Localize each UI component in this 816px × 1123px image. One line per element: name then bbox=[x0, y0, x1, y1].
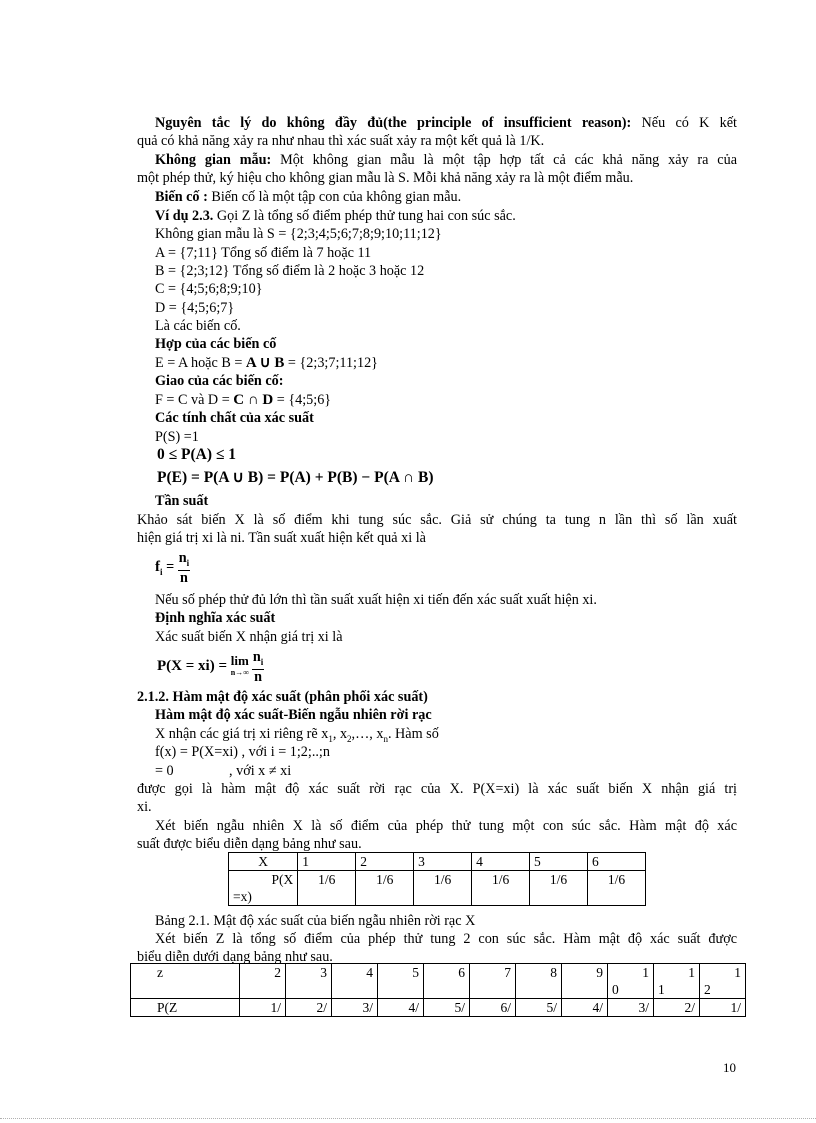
cell-digit-a: 1 bbox=[734, 965, 741, 980]
page-bottom-divider bbox=[0, 1118, 816, 1119]
definition-text: Xác suất biến X nhận giá trị xi là bbox=[155, 629, 343, 645]
fraction-numerator: n bbox=[178, 550, 187, 566]
values-m1: , x bbox=[332, 726, 348, 742]
table-cell: 4 bbox=[332, 964, 378, 999]
formula-lhs-sub: i bbox=[160, 567, 163, 578]
pmf-zero: = 0 bbox=[155, 763, 174, 779]
table-cell: 1/6 bbox=[298, 871, 356, 906]
dice-sum-example-line1: Xét biến Z là tổng số điểm của phép thử tung 2 con súc sắc. Hàm mật độ xác suất được bbox=[155, 931, 737, 947]
cell-digit-a: 1 bbox=[688, 965, 695, 980]
example-title: Ví dụ 2.3. bbox=[155, 208, 214, 224]
table-cell: 1/6 bbox=[414, 871, 472, 906]
table-cell: 6/ bbox=[470, 999, 516, 1017]
frequency-title: Tần suất bbox=[155, 493, 209, 509]
table-row bbox=[229, 853, 646, 871]
set-c: C = {4;5;6;8;9;10} bbox=[155, 281, 263, 297]
union-math: A ∪ B bbox=[245, 355, 285, 371]
dice-sum-example-line2: biểu diễn dưới dạng bảng như sau. bbox=[137, 949, 333, 965]
table-caption: Bảng 2.1. Mật độ xác suất của biến ngẫu nhiên rời rạc X bbox=[155, 913, 476, 929]
pmf-explanation-line1: được gọi là hàm mật độ xác suất rời rạc của X. P(X=xi) là xác suất biến X nhận giá trị bbox=[137, 781, 737, 797]
example-2-3 bbox=[155, 207, 516, 225]
formula-equals: = bbox=[162, 559, 178, 576]
pmf-definition-line1: f(x) = P(X=xi) , với i = 1;2;..;n bbox=[155, 744, 330, 760]
table-cell: 2/ bbox=[654, 999, 700, 1017]
def-numerator-sub: i bbox=[260, 656, 264, 667]
definition-fraction bbox=[252, 650, 264, 684]
dice-sum-pmf-table bbox=[130, 963, 746, 1017]
table-cell: 3 bbox=[414, 853, 472, 871]
frequency-formula bbox=[155, 551, 190, 587]
table-cell bbox=[654, 964, 700, 999]
table-cell: 7 bbox=[470, 964, 516, 999]
cell-digit-b: 1 bbox=[658, 982, 665, 997]
pmf-condition: , với x ≠ xi bbox=[229, 763, 292, 779]
values-m2: ,…, x bbox=[351, 726, 384, 742]
table-cell bbox=[608, 964, 654, 999]
intersection-title: Giao của các biến cố: bbox=[155, 373, 284, 389]
principle-title: Nguyên tắc lý do không đầy đủ(the principle of insufficient reason): bbox=[155, 115, 632, 131]
set-b: B = {2;3;12} Tổng số điểm là 2 hoặc 3 hoặc 12 bbox=[155, 263, 425, 279]
union-pre: E = A hoặc B = bbox=[155, 355, 246, 371]
table-cell: 1/ bbox=[700, 999, 746, 1017]
definition-title: Định nghĩa xác suất bbox=[155, 610, 276, 626]
probability-inequality: 0 ≤ P(A) ≤ 1 bbox=[157, 446, 236, 463]
cell-digit-a: 1 bbox=[642, 965, 649, 980]
table-row bbox=[131, 999, 746, 1017]
table-cell: z bbox=[131, 964, 240, 999]
table-cell: 4 bbox=[472, 853, 530, 871]
table-cell: P(Z bbox=[131, 999, 240, 1017]
table-cell bbox=[700, 964, 746, 999]
frequency-text-line2: hiện giá trị xi là ni. Tần suất xuất hiện kết quả xi là bbox=[137, 530, 426, 546]
table-cell: 9 bbox=[562, 964, 608, 999]
definition-formula bbox=[157, 650, 264, 684]
table-cell: 2 bbox=[356, 853, 414, 871]
principle-text-a: Nếu có K kết bbox=[631, 115, 737, 131]
union-post: = {2;3;7;11;12} bbox=[284, 355, 378, 371]
example-text: Gọi Z là tổng số điểm phép thử tung hai con súc sắc. bbox=[213, 208, 516, 224]
table-cell: 4/ bbox=[378, 999, 424, 1017]
union-title: Hợp của các biến cố bbox=[155, 336, 277, 352]
union-equation bbox=[155, 354, 378, 372]
table-cell: 4/ bbox=[562, 999, 608, 1017]
table-cell: 3/ bbox=[332, 999, 378, 1017]
frequency-fraction bbox=[178, 551, 190, 585]
limit-operator bbox=[230, 652, 249, 679]
set-s: Không gian mẫu là S = {2;3;4;5;6;7;8;9;10;11;12} bbox=[155, 226, 442, 242]
frequency-text-line1: Khảo sát biến X là số điểm khi tung súc sắc. Giả sử chúng ta tung n lần thì số lần xuất bbox=[137, 512, 737, 528]
px-head-a: P(X bbox=[271, 872, 294, 887]
sub-n: n bbox=[383, 733, 388, 744]
lim-text: lim bbox=[230, 652, 249, 668]
table-cell: 1/6 bbox=[472, 871, 530, 906]
principle-paragraph-line1 bbox=[137, 114, 737, 132]
section-subheading: Hàm mật độ xác suất-Biến ngẫu nhiên rời rạc bbox=[155, 707, 432, 723]
die-example-line1: Xét biến ngẫu nhiên X là số điểm của phép thử tung một con súc sắc. Hàm mật độ xác bbox=[155, 818, 737, 834]
intersection-pre: F = C và D = bbox=[155, 392, 234, 408]
def-denominator: n bbox=[254, 668, 263, 685]
lim-subscript: n→∞ bbox=[230, 667, 249, 677]
table-cell: 1/6 bbox=[587, 871, 645, 906]
page-number: 10 bbox=[723, 1060, 736, 1075]
formula-lhs: f bbox=[155, 559, 160, 576]
table-row bbox=[229, 871, 646, 906]
intersection-equation bbox=[155, 391, 331, 409]
table-cell: 1/6 bbox=[530, 871, 588, 906]
set-d: D = {4;5;6;7} bbox=[155, 300, 235, 316]
values-pre: X nhận các giá trị xi riêng rẽ x bbox=[155, 726, 329, 742]
table-cell: 5 bbox=[378, 964, 424, 999]
table-cell: 1 bbox=[298, 853, 356, 871]
sample-space-text-a: Một không gian mẫu là một tập hợp tất cả các khả năng xảy ra của bbox=[271, 152, 737, 168]
table-cell: 6 bbox=[424, 964, 470, 999]
fraction-denominator: n bbox=[179, 569, 188, 586]
frequency-limit-text: Nếu số phép thử đủ lớn thì tần suất xuất hiện xi tiến đến xác suất xuất hiện xi. bbox=[155, 592, 597, 608]
table-cell: X bbox=[229, 853, 298, 871]
sample-space-line1 bbox=[137, 151, 737, 169]
def-numerator: n bbox=[252, 649, 261, 665]
table-cell-px bbox=[229, 871, 298, 906]
table-cell: 5/ bbox=[424, 999, 470, 1017]
px-head-b: =x) bbox=[233, 889, 252, 904]
table-cell: 2 bbox=[240, 964, 286, 999]
event-definition bbox=[155, 188, 461, 206]
addition-rule: P(E) = P(A ∪ B) = P(A) + P(B) − P(A ∩ B) bbox=[157, 469, 434, 486]
sample-space-line2: một phép thử, ký hiệu cho không gian mẫu là S. Mỗi khả năng xảy ra là một điểm mẫu. bbox=[137, 170, 634, 186]
intersection-post: = {4;5;6} bbox=[273, 392, 332, 408]
die-pmf-table bbox=[228, 852, 646, 906]
sample-space-title: Không gian mẫu: bbox=[155, 152, 272, 168]
table-cell: 1/6 bbox=[356, 871, 414, 906]
fraction-numerator-sub: i bbox=[186, 557, 190, 568]
cell-digit-b: 2 bbox=[704, 982, 711, 997]
sub-1: 1 bbox=[328, 733, 333, 744]
pmf-explanation-line2: xi. bbox=[137, 799, 152, 815]
table-cell: 1/ bbox=[240, 999, 286, 1017]
section-heading: 2.1.2. Hàm mật độ xác suất (phân phối xác suất) bbox=[137, 689, 428, 705]
event-title: Biến cố : bbox=[155, 189, 208, 205]
properties-title: Các tính chất của xác suất bbox=[155, 410, 314, 426]
set-a: A = {7;11} Tổng số điểm là 7 hoặc 11 bbox=[155, 245, 372, 261]
cell-digit-b: 0 bbox=[612, 982, 619, 997]
principle-paragraph-line2: quả có khả năng xảy ra như nhau thì xác suất xảy ra một kết quả là 1/K. bbox=[137, 133, 545, 149]
table-cell: 5 bbox=[530, 853, 588, 871]
table-cell: 2/ bbox=[286, 999, 332, 1017]
probability-of-s: P(S) =1 bbox=[155, 429, 199, 445]
definition-lhs: P(X = xi) = bbox=[157, 658, 231, 675]
pmf-definition-line2 bbox=[155, 762, 292, 780]
table-cell: 5/ bbox=[516, 999, 562, 1017]
table-cell: 6 bbox=[587, 853, 645, 871]
table-cell: 3 bbox=[286, 964, 332, 999]
intersection-math: C ∩ D bbox=[233, 392, 274, 408]
table-cell: 8 bbox=[516, 964, 562, 999]
event-text: Biến cố là một tập con của không gian mẫu. bbox=[207, 189, 462, 205]
die-example-line2: suất được biểu diễn dạng bảng như sau. bbox=[137, 836, 362, 852]
table-cell: 3/ bbox=[608, 999, 654, 1017]
sub-2: 2 bbox=[347, 733, 352, 744]
table-row bbox=[131, 964, 746, 999]
sets-conclusion: Là các biến cố. bbox=[155, 318, 241, 334]
values-post: . Hàm số bbox=[387, 726, 439, 742]
